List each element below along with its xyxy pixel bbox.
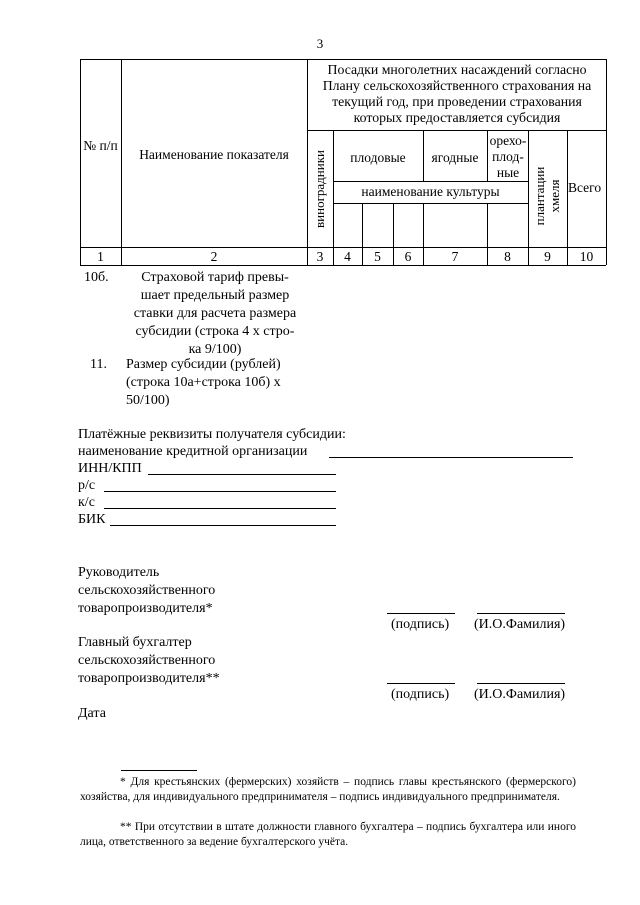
footnote-2: ** При отсутствии в штате должности главного бухгалтера – подпись бухгалтера или иного лица, ответственного за ведение бухгалтерского учёта. <box>80 821 576 848</box>
vineyards-header: виноградники <box>312 150 327 228</box>
berry-header: ягодные <box>431 150 479 165</box>
bik-field <box>110 525 336 526</box>
head-name-caption: (И.О.Фамилия) <box>474 617 566 632</box>
col-number: 7 <box>451 249 459 264</box>
fruit-header: плодовые <box>350 150 406 165</box>
col-number: 10 <box>579 249 594 264</box>
head-signature-caption: (подпись) <box>391 617 450 632</box>
row-11-text: Размер субсидии (рублей) (строка 10а+строка 10б) х 50/100) <box>126 357 281 408</box>
bik-label: БИК <box>78 512 106 527</box>
ks-field <box>104 508 336 509</box>
head-signature-line <box>387 613 455 614</box>
rs-label: р/с <box>78 478 96 493</box>
col-number: 1 <box>97 249 104 264</box>
row-number-11: 11. <box>90 357 107 372</box>
bank-label: наименование кредитной организации <box>78 444 308 459</box>
accountant-signature-line <box>387 683 455 684</box>
ks-label: к/с <box>78 495 95 510</box>
accountant-name-line <box>477 683 565 684</box>
col-number: 3 <box>316 249 324 264</box>
row-number-10b: 10б. <box>84 270 109 285</box>
col-number: 9 <box>544 249 551 264</box>
payment-title: Платёжные реквизиты получателя субсидии: <box>78 427 346 442</box>
col-number: 6 <box>404 249 412 264</box>
col-name-header: Наименование показателя <box>139 147 289 162</box>
row-10b-text: Страховой тариф превы- шает предельный размер ставки для расчета размера субсидии (строка 4 х стро- ка 9/100) <box>133 270 297 357</box>
date-label: Дата <box>78 706 106 721</box>
inn-field <box>148 474 336 475</box>
hops-header: плантации хмеля <box>532 166 562 226</box>
bank-field <box>329 457 573 458</box>
accountant-title: Главный бухгалтер сельскохозяйственного товаропроизводителя** <box>78 635 220 686</box>
col-number: 4 <box>344 249 351 264</box>
nut-header: орехо- плод- ные <box>489 133 527 180</box>
footnote-1: * Для крестьянских (фермерских) хозяйств – подпись главы крестьянского (фермерского) хозяйства, для индивидуального предпринимателя – подпись индивидуального предпринимателя. <box>80 776 576 803</box>
col-num-header: № п/п <box>83 138 118 153</box>
col-number: 8 <box>504 249 511 264</box>
total-header: Всего <box>568 180 602 195</box>
page-number: 3 <box>316 36 324 51</box>
crop-name-header: наименование культуры <box>361 184 500 199</box>
group-header: Посадки многолетних насаждений согласно Плану сельскохозяйственного страхования на текущий год, при проведении страхования которых предоставляется субсидия <box>322 62 592 125</box>
col-number: 5 <box>374 249 381 264</box>
rs-field <box>104 491 336 492</box>
head-title: Руководитель сельскохозяйственного товаропроизводителя* <box>78 565 216 616</box>
accountant-signature-caption: (подпись) <box>391 687 450 702</box>
inn-label: ИНН/КПП <box>78 461 142 476</box>
footnote-separator <box>121 770 197 771</box>
accountant-name-caption: (И.О.Фамилия) <box>474 687 566 702</box>
col-number: 2 <box>210 249 218 264</box>
head-name-line <box>477 613 565 614</box>
